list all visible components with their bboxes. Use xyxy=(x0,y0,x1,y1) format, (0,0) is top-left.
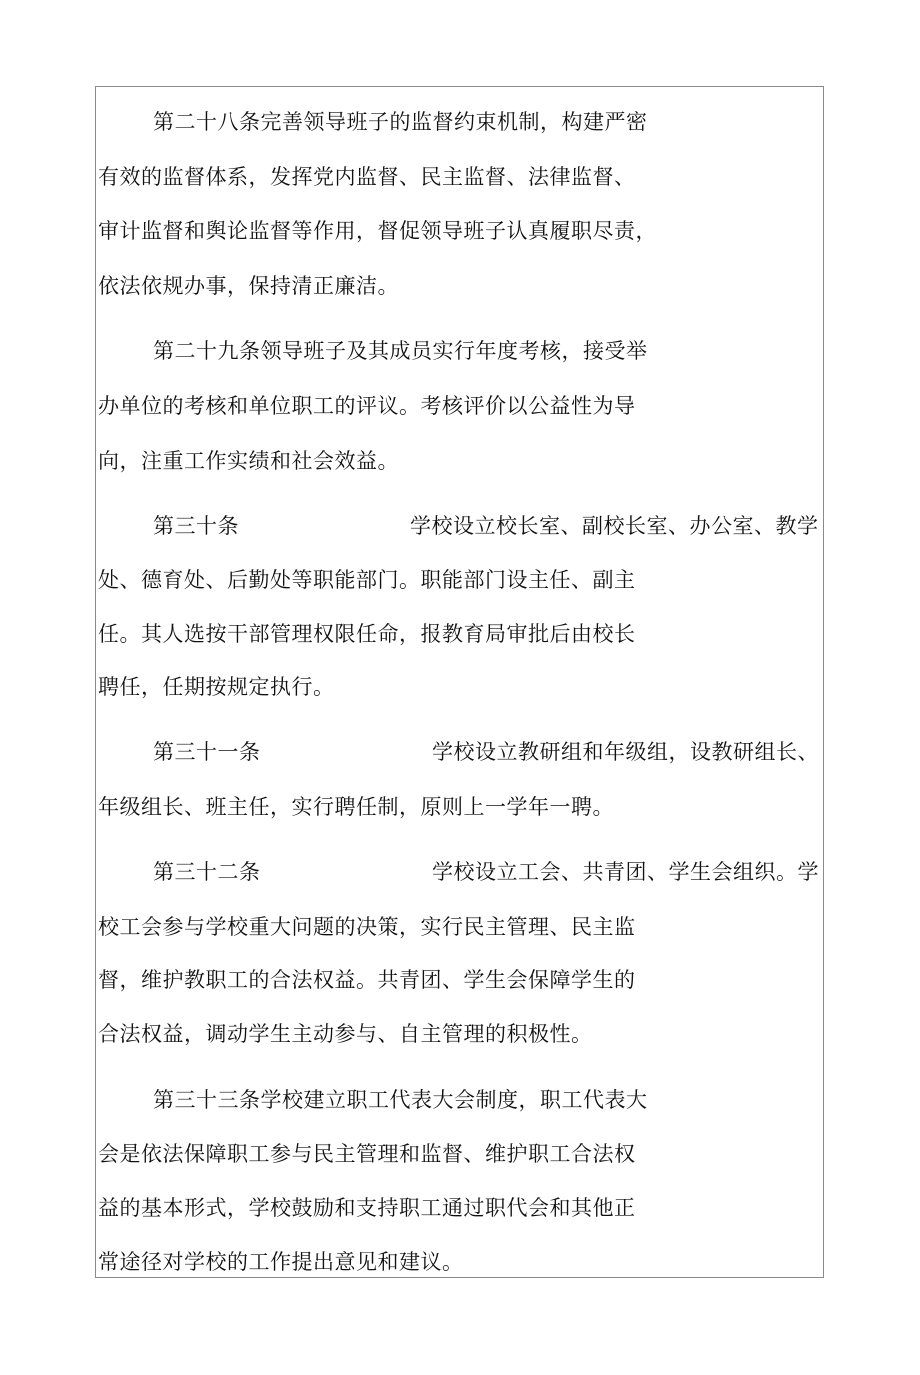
article-28-line-3: 审计监督和舆论监督等作用，督促领导班子认真履职尽责， xyxy=(98,219,657,243)
article-32-line-3: 督，维护教职工的合法权益。共青团、学生会保障学生的 xyxy=(98,968,636,992)
article-33-line-3: 益的基本形式，学校鼓励和支持职工通过职代会和其他正 xyxy=(98,1196,636,1220)
article-29-line-3: 向，注重工作实绩和社会效益。 xyxy=(98,449,399,473)
article-33-line-1: 第三十三条学校建立职工代表大会制度，职工代表大 xyxy=(153,1088,648,1112)
article-32-heading: 第三十二条 xyxy=(153,860,261,884)
article-32-line-1: 学校设立工会、共青团、学生会组织。学 xyxy=(432,860,819,884)
article-33-line-2: 会是依法保障职工参与民主管理和监督、维护职工合法权 xyxy=(98,1142,636,1166)
article-29-line-1: 第二十九条领导班子及其成员实行年度考核，接受举 xyxy=(153,339,648,363)
article-28-line-4: 依法依规办事，保持清正廉洁。 xyxy=(98,274,399,298)
article-30-line-2: 处、德育处、后勤处等职能部门。职能部门设主任、副主 xyxy=(98,568,636,592)
article-31-heading: 第三十一条 xyxy=(153,740,261,764)
article-30-line-3: 任。其人选按干部管理权限任命，报教育局审批后由校长 xyxy=(98,622,636,646)
article-32-line-2: 校工会参与学校重大问题的决策，实行民主管理、民主监 xyxy=(98,915,636,939)
article-30-heading: 第三十条 xyxy=(153,514,239,538)
article-30-line-1: 学校设立校长室、副校长室、办公室、教学 xyxy=(410,514,819,538)
article-31-line-1: 学校设立教研组和年级组，设教研组长、 xyxy=(432,740,819,764)
article-33-line-4: 常途径对学校的工作提出意见和建议。 xyxy=(98,1250,464,1274)
article-31-line-2: 年级组长、班主任，实行聘任制，原则上一学年一聘。 xyxy=(98,795,614,819)
article-28-line-1: 第二十八条完善领导班子的监督约束机制，构建严密 xyxy=(153,110,648,134)
article-28-line-2: 有效的监督体系，发挥党内监督、民主监督、法律监督、 xyxy=(98,165,636,189)
article-32-line-4: 合法权益，调动学生主动参与、自主管理的积极性。 xyxy=(98,1022,593,1046)
article-30-line-4: 聘任，任期按规定执行。 xyxy=(98,675,335,699)
article-29-line-2: 办单位的考核和单位职工的评议。考核评价以公益性为导 xyxy=(98,394,636,418)
